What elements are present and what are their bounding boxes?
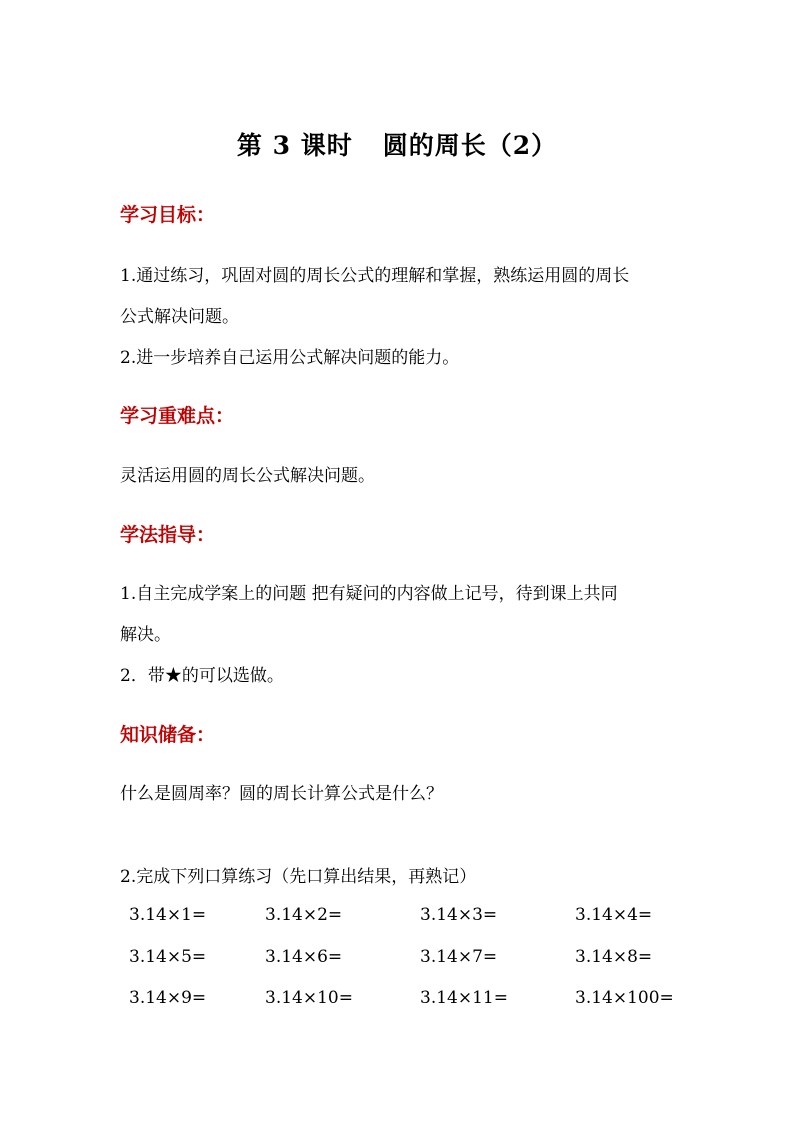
calc-3: 3.14×3= (420, 905, 498, 925)
page-title (0, 126, 794, 162)
goals-line-3: 2.进一步培养自己运用公式解决问题的能力。 (120, 348, 460, 368)
exercise-intro: 2.完成下列口算练习（先口算出结果，再熟记） (120, 867, 477, 887)
knowledge-line-1: 什么是圆周率？圆的周长计算公式是什么？ (120, 784, 443, 804)
difficulties-heading: 学习重难点： (120, 405, 235, 427)
calc-6: 3.14×6= (265, 947, 343, 967)
goals-line-2: 公式解决问题。 (120, 307, 239, 327)
calc-7: 3.14×7= (420, 947, 498, 967)
methods-line-1: 1.自主完成学案上的问题 把有疑问的内容做上记号，待到课上共同 (120, 584, 618, 604)
calc-9: 3.14×9= (129, 988, 207, 1008)
calc-2: 3.14×2= (265, 905, 343, 925)
calc-5: 3.14×5= (129, 947, 207, 967)
calc-11: 3.14×11= (420, 988, 508, 1008)
title-lesson-name: 圆的周长（2） (382, 131, 558, 160)
calc-8: 3.14×8= (575, 947, 653, 967)
calc-12: 3.14×100= (575, 988, 674, 1008)
difficulties-line-1: 灵活运用圆的周长公式解决问题。 (120, 466, 375, 486)
calc-10: 3.14×10= (265, 988, 353, 1008)
methods-line-3: 2．带★的可以选做。 (120, 666, 284, 686)
methods-line-2: 解决。 (120, 625, 171, 645)
knowledge-heading: 知识储备： (120, 724, 216, 746)
methods-heading: 学法指导： (120, 524, 216, 546)
calc-1: 3.14×1= (129, 905, 207, 925)
goals-line-1: 1.通过练习，巩固对圆的周长公式的理解和掌握，熟练运用圆的周长 (120, 266, 630, 286)
calc-4: 3.14×4= (575, 905, 653, 925)
goals-heading: 学习目标： (120, 204, 216, 226)
title-lesson-number: 第 3 课时 (236, 131, 353, 160)
